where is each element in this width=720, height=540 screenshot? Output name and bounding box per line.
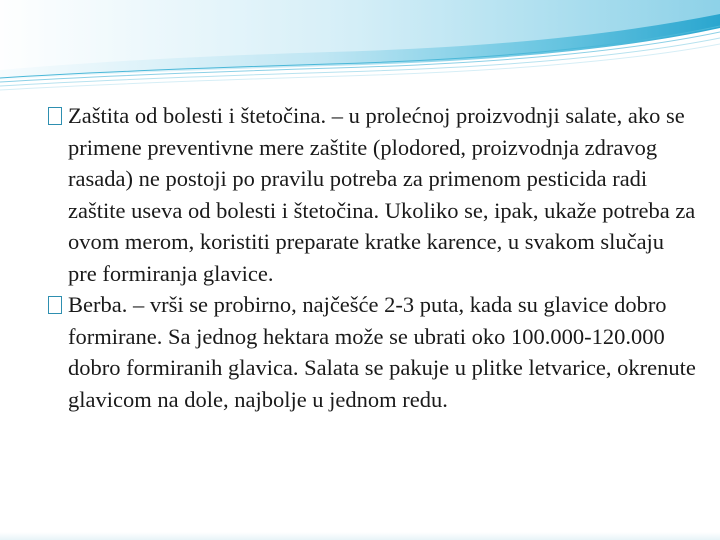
square-bullet-icon — [48, 107, 62, 125]
header-wave-decoration — [0, 0, 720, 95]
bullet-list — [48, 100, 698, 415]
bullet-item-zastita — [48, 100, 698, 289]
square-bullet-icon — [48, 296, 62, 314]
bullet-text-berba: Berba. – vrši se probirno, najčešće 2-3 puta, kada su glavice dobro formirane. Sa jednog hektara može se ubrati oko 100.000-120.000 dobro formiranih glavica. Salata se pakuje u plitke letvarice, okrenute glavicom na dole, najbolje u jednom redu. — [68, 292, 696, 412]
bullet-item-berba — [48, 289, 698, 415]
bullet-text-zastita: Zaštita od bolesti i štetočina. – u prolećnoj proizvodnji salate, ako se primene preventivne mere zaštite (plodored, proizvodnja zdravog rasada) ne postoji po pravilu potreba za primenom pesticida radi zaštite useva od bolesti i štetočina. Ukoliko se, ipak, ukaže potreba za ovom merom, koristiti preparate kratke karence, u svakom slučaju pre formiranja glavice. — [68, 103, 696, 286]
bottom-edge-decoration — [0, 532, 720, 540]
